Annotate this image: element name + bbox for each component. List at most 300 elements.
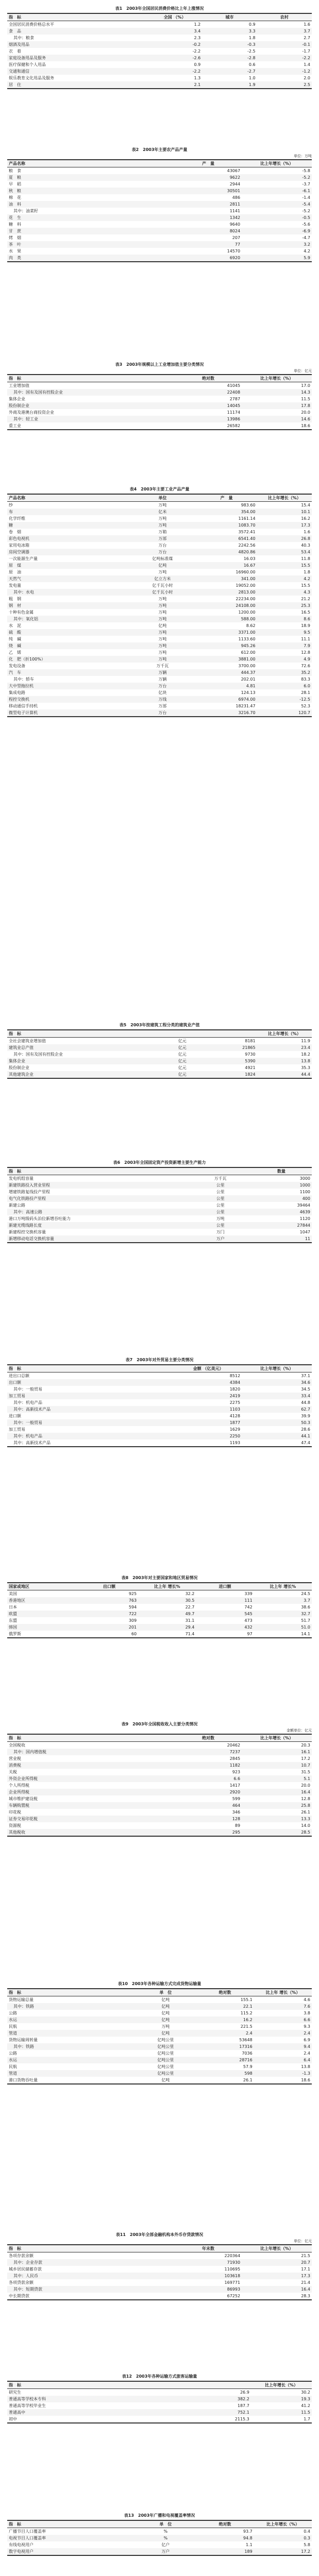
table-cell: 10.1 bbox=[257, 509, 312, 515]
table-cell: 26.1 bbox=[301, 1810, 310, 1815]
row-label: 消费税 bbox=[7, 1762, 160, 1769]
table-cell: 4639 bbox=[251, 1209, 312, 1215]
row-label: 日本 bbox=[9, 1605, 17, 1609]
table-row bbox=[7, 2548, 312, 2555]
table-cell: 4.2 bbox=[257, 575, 312, 582]
table-cell: 26.1 bbox=[243, 2078, 253, 2082]
row-label: 其中：机电产品 bbox=[13, 1400, 42, 1405]
column-header: 比上年增长（%） bbox=[254, 2520, 312, 2528]
table-row bbox=[7, 642, 312, 649]
table-title: 表10 2003年各种运输方式完成货物运输量 bbox=[117, 1981, 202, 1986]
table-cell: 亿吨 bbox=[135, 2016, 196, 2023]
column-header bbox=[190, 2381, 251, 2389]
table-title: 表6 2003年全国固定资产投资新增主要生产能力 bbox=[113, 1160, 206, 1165]
table-cell: 13986 bbox=[175, 416, 242, 422]
table-cell: 1.1 bbox=[245, 2543, 253, 2547]
table-row bbox=[7, 502, 312, 509]
row-label: 夏 粮 bbox=[7, 174, 175, 181]
table-cell-empty bbox=[160, 2286, 175, 2293]
table-cell: 189 bbox=[196, 2548, 254, 2555]
column-header: 比上年 增长% bbox=[138, 1583, 196, 1590]
table-cell: 26.8 bbox=[257, 535, 312, 542]
column-header: 指 标 bbox=[7, 1365, 160, 1372]
table-row bbox=[7, 2389, 312, 2396]
table-cell: 11.5 bbox=[251, 2409, 312, 2416]
table-cell: 945.26 bbox=[196, 642, 257, 649]
column-header: 比上年增长（%） bbox=[257, 494, 312, 502]
table-row bbox=[7, 2252, 312, 2260]
table-cell: 9622 bbox=[175, 174, 242, 181]
table-cell: 16.2 bbox=[301, 516, 310, 521]
table-cell-empty bbox=[160, 1406, 175, 1413]
table-cell: 8512 bbox=[229, 1374, 241, 1378]
table-cell: 3.8 bbox=[304, 2011, 310, 2015]
table-cell: 28.3 bbox=[301, 2294, 310, 2298]
table-row bbox=[7, 1755, 312, 1762]
table-title: 表12 2003年各种运输方式旅客运输量 bbox=[122, 2374, 197, 2379]
table-cell: 51.0 bbox=[254, 1624, 312, 1631]
row-label: 花 生 bbox=[7, 214, 175, 221]
table-cell: 2.1 bbox=[147, 81, 202, 89]
table-cell: 57.9 bbox=[243, 2064, 253, 2069]
table-cell: 亿元 bbox=[178, 1039, 187, 1043]
table-cell: 599 bbox=[232, 1797, 241, 1801]
table-cell-empty bbox=[160, 1433, 175, 1439]
column-header: 指 标 bbox=[7, 2245, 160, 2252]
row-label: 娱乐教育文化用品及服务 bbox=[9, 76, 54, 80]
table-row bbox=[7, 1379, 312, 1386]
table-row bbox=[7, 214, 312, 221]
row-label: 进出口总额 bbox=[9, 1374, 29, 1378]
table-cell: 亿千瓦小时 bbox=[152, 583, 173, 588]
row-label: 货物运输总量 bbox=[9, 1997, 33, 2002]
table-cell bbox=[160, 1749, 175, 1755]
table-cell: 22.1 bbox=[196, 2003, 254, 2010]
row-label: 普通高中 bbox=[7, 2409, 129, 2416]
row-label: 广播节目人口覆盖率 bbox=[9, 2529, 46, 2534]
column-header: 年末数 bbox=[175, 2245, 242, 2252]
table-row bbox=[7, 1235, 312, 1243]
row-label: 食 品 bbox=[7, 28, 147, 35]
row-label: 一次能源生产量 bbox=[9, 556, 38, 561]
row-label: 电气化铁路投产里程 bbox=[7, 1195, 129, 1202]
table-cell: 亿块 bbox=[158, 690, 167, 695]
table-header-row bbox=[7, 1365, 312, 1372]
table-row bbox=[7, 75, 312, 81]
table-cell: 763 bbox=[80, 1597, 138, 1604]
table-cell: -0.2 bbox=[147, 41, 202, 48]
table-row bbox=[7, 1597, 312, 1604]
column-header: 国家或地区 bbox=[7, 1583, 80, 1590]
row-label: 管道 bbox=[7, 2070, 135, 2077]
column-header bbox=[160, 2245, 175, 2252]
table-row bbox=[7, 2016, 312, 2023]
table-cell: 万千瓦 bbox=[156, 664, 169, 668]
column-header: 农村 bbox=[257, 13, 312, 21]
table-row bbox=[7, 2030, 312, 2037]
row-label: 其中：机电产品 bbox=[7, 1433, 160, 1439]
table-cell: 86993 bbox=[175, 2286, 242, 2293]
table-cell: 亿吨 bbox=[161, 2078, 170, 2082]
table-cell: 77 bbox=[175, 241, 242, 248]
table-cell: 14.0 bbox=[301, 1823, 310, 1828]
table-cell: 25.3 bbox=[257, 602, 312, 609]
data-table bbox=[7, 1988, 312, 2084]
row-label: 纯 碱 bbox=[9, 637, 21, 641]
table-cell: 5390 bbox=[205, 1058, 257, 1064]
table-row bbox=[7, 1604, 312, 1611]
table-cell-empty bbox=[129, 1222, 190, 1229]
table-row bbox=[7, 575, 312, 582]
table-cell: 23.4 bbox=[257, 1044, 312, 1051]
table-cell: 1417 bbox=[229, 1783, 241, 1788]
section-t13 bbox=[7, 2513, 312, 2556]
table-cell: -3.7 bbox=[302, 182, 310, 187]
table-row bbox=[7, 2077, 312, 2084]
table-row bbox=[7, 41, 312, 48]
table-cell: 21.5 bbox=[301, 2253, 310, 2258]
row-label: 油 料 bbox=[7, 201, 175, 208]
table-cell: -2.8 bbox=[202, 55, 257, 61]
section-t7 bbox=[7, 1358, 312, 1447]
table-row bbox=[7, 2266, 312, 2273]
table-row bbox=[7, 609, 312, 616]
table-cell: 亿米 bbox=[129, 509, 196, 515]
table-row bbox=[7, 636, 312, 642]
table-cell: 17.2 bbox=[301, 1756, 310, 1761]
table-row bbox=[7, 596, 312, 602]
table-cell: 1.4 bbox=[304, 62, 310, 67]
table-cell: 万部 bbox=[129, 535, 196, 542]
table-cell: 53648 bbox=[239, 2038, 253, 2042]
row-label: 东盟 bbox=[9, 1618, 17, 1623]
table-cell: 亿元 bbox=[160, 1071, 206, 1078]
table-row bbox=[7, 1038, 312, 1045]
table-cell: 110695 bbox=[224, 2267, 241, 2272]
column-header: 指 标 bbox=[7, 2381, 129, 2389]
table-cell: 2845 bbox=[229, 1756, 241, 1761]
table-cell: 2.7 bbox=[304, 36, 310, 40]
table-cell: 3.2 bbox=[242, 241, 312, 248]
row-label: 资源税 bbox=[9, 1823, 21, 1828]
column-header: 单位 bbox=[129, 494, 196, 502]
table-cell: 万吨 bbox=[129, 642, 196, 649]
column-header: 指 标 bbox=[7, 1734, 160, 1742]
table-header-row bbox=[7, 2381, 312, 2389]
table-cell: 72.6 bbox=[301, 664, 310, 668]
column-header: 金额 （亿美元） bbox=[175, 1365, 242, 1372]
table-cell: 6.6 bbox=[254, 2016, 312, 2023]
table-cell: 339 bbox=[244, 1591, 253, 1596]
table-row bbox=[7, 55, 312, 61]
table-cell: 124.13 bbox=[241, 690, 256, 695]
table-cell: 2242.56 bbox=[238, 543, 256, 548]
row-label: 进口额 bbox=[9, 1414, 21, 1418]
table-cell: 16.1 bbox=[242, 1749, 312, 1755]
table-cell: 6.6 bbox=[175, 1775, 242, 1782]
table-cell: 3.4 bbox=[147, 28, 202, 35]
section-t2 bbox=[7, 147, 312, 262]
table-row bbox=[7, 1175, 312, 1182]
table-cell: 亿吨公里 bbox=[157, 2038, 174, 2042]
data-table bbox=[7, 2381, 312, 2424]
table-cell: 6.4 bbox=[254, 2057, 312, 2063]
table-cell: 2944 bbox=[229, 182, 241, 187]
row-label: 民航 bbox=[9, 2064, 17, 2069]
table-title: 表8 2003年对主要国家和地区贸易情况 bbox=[121, 1575, 198, 1580]
table-cell-empty bbox=[129, 1215, 190, 1222]
row-label: 乙 烯 bbox=[9, 650, 21, 655]
table-row bbox=[7, 1809, 312, 1816]
row-label: 俄罗斯 bbox=[9, 1632, 21, 1636]
table-row bbox=[7, 582, 312, 589]
table-row bbox=[7, 1611, 312, 1617]
table-cell: 4820.86 bbox=[196, 549, 257, 555]
table-row bbox=[7, 529, 312, 535]
table-cell: 17.2 bbox=[254, 2548, 312, 2555]
row-label: 有线电视用户 bbox=[9, 2543, 33, 2547]
table-unit: 单位：亿元 bbox=[294, 369, 312, 373]
table-cell-empty bbox=[160, 1379, 175, 1386]
table-cell: 万户 bbox=[135, 2548, 196, 2555]
table-cell: 11 bbox=[251, 1235, 312, 1243]
table-row bbox=[7, 81, 312, 89]
table-cell: 万线 bbox=[129, 696, 196, 703]
table-header-row bbox=[7, 1583, 312, 1590]
table-cell: 8.6 bbox=[257, 616, 312, 622]
column-header: 绝对数 bbox=[175, 375, 242, 382]
table-cell: 220364 bbox=[224, 2253, 241, 2258]
table-cell: 1133.60 bbox=[238, 637, 256, 641]
table-cell: 12.8 bbox=[301, 650, 310, 655]
table-row bbox=[7, 2037, 312, 2043]
column-header: 进口额 bbox=[196, 1583, 254, 1590]
row-label: 各项存款余额 bbox=[9, 2253, 33, 2258]
row-label: 水运 bbox=[7, 2057, 135, 2063]
table-cell: 51.7 bbox=[301, 1618, 310, 1623]
row-label: 医疗保健和个人用品 bbox=[9, 62, 46, 67]
column-header: 数量 bbox=[251, 1167, 312, 1175]
row-label: 甘 蔗 bbox=[7, 228, 175, 234]
table-row bbox=[7, 689, 312, 696]
table-cell: 1120 bbox=[299, 1216, 310, 1221]
table-cell: 亿元 bbox=[178, 1065, 187, 1070]
table-row bbox=[7, 228, 312, 234]
row-label: 其中：氧化铝 bbox=[7, 616, 129, 622]
table-row bbox=[7, 1386, 312, 1393]
table-cell-empty bbox=[160, 2252, 175, 2260]
table-cell: 128 bbox=[175, 1816, 242, 1822]
table-cell-empty bbox=[129, 1229, 190, 1235]
table-cell: % bbox=[135, 2535, 196, 2541]
table-cell: 612.00 bbox=[241, 650, 256, 655]
row-label: 初中 bbox=[9, 2417, 17, 2421]
column-header: 指 标 bbox=[7, 1167, 129, 1175]
section-t1 bbox=[7, 6, 312, 89]
table-cell: 2.0 bbox=[304, 76, 310, 80]
table-cell: 187.7 bbox=[237, 2403, 249, 2408]
table-cell: 万吨 bbox=[161, 2024, 170, 2029]
table-row bbox=[7, 2273, 312, 2279]
column-header: 出口额 bbox=[80, 1583, 138, 1590]
column-header: 产品名称 bbox=[7, 160, 175, 167]
table-cell: 20.7 bbox=[242, 2259, 312, 2266]
table-cell: 1182 bbox=[175, 1762, 242, 1769]
table-cell: 亿吨 bbox=[129, 562, 196, 569]
row-label: 其中：国内增值税 bbox=[7, 1749, 160, 1755]
table-cell: 4.3 bbox=[257, 589, 312, 596]
row-label: 水运 bbox=[7, 2016, 135, 2023]
table-cell: -2.6 bbox=[147, 55, 202, 61]
table-row bbox=[7, 48, 312, 55]
row-label: 其他税收 bbox=[7, 1829, 160, 1836]
table-cell: 2419 bbox=[175, 1393, 242, 1399]
table-cell: 53.4 bbox=[257, 549, 312, 555]
table-cell: -6.1 bbox=[242, 188, 312, 194]
row-label: 全社会建筑业增加值 bbox=[9, 1039, 46, 1043]
table-cell: -5.2 bbox=[302, 209, 310, 213]
table-row bbox=[7, 676, 312, 683]
row-label: 新建程控交换机容量 bbox=[9, 1230, 46, 1234]
table-cell: 103618 bbox=[175, 2273, 242, 2279]
table-cell-empty bbox=[129, 2409, 190, 2416]
table-row bbox=[7, 188, 312, 194]
table-row bbox=[7, 622, 312, 629]
table-row bbox=[7, 2402, 312, 2409]
table-cell: 382.2 bbox=[190, 2396, 251, 2402]
table-cell: 52.3 bbox=[301, 704, 310, 708]
table-cell: 16.5 bbox=[301, 610, 310, 615]
table-cell: 万吨 bbox=[158, 570, 167, 574]
column-header: 全国 （%） bbox=[147, 13, 202, 21]
table-cell: 35.3 bbox=[301, 1065, 310, 1070]
column-header: 比上年增长（%） bbox=[242, 160, 312, 167]
table-title: 表2 2003年主要农产品产量 bbox=[131, 147, 188, 152]
row-label: 新建铁路投入营业里程 bbox=[7, 1182, 129, 1189]
table-cell: 亿吨 bbox=[135, 2003, 196, 2010]
table-cell: 354.00 bbox=[196, 509, 257, 515]
table-cell: 2250 bbox=[175, 1433, 242, 1439]
row-label: 其中：铁路 bbox=[7, 2003, 135, 2010]
table-cell: 16.4 bbox=[242, 1789, 312, 1795]
table-cell: 221.5 bbox=[240, 2024, 253, 2029]
table-row bbox=[7, 1590, 312, 1598]
table-cell: 亿吨公里 bbox=[135, 2070, 196, 2077]
table-cell-empty bbox=[160, 1386, 175, 1393]
table-cell: -12.5 bbox=[257, 696, 312, 703]
table-cell: 28.5 bbox=[242, 1829, 312, 1836]
table-row bbox=[7, 602, 312, 609]
data-table bbox=[7, 1029, 312, 1079]
row-label: 程控交换机 bbox=[7, 696, 129, 703]
table-cell-empty bbox=[129, 2402, 190, 2409]
table-cell: 341.00 bbox=[196, 575, 257, 582]
table-cell-empty bbox=[160, 1439, 175, 1447]
row-label: 其中：一般贸易 bbox=[7, 1419, 160, 1426]
table-cell: 0.9 bbox=[248, 22, 256, 27]
table-cell: 18.6 bbox=[301, 423, 310, 428]
row-label: 全国居民消费价格总水平 bbox=[9, 22, 54, 27]
table-row bbox=[7, 2050, 312, 2057]
table-cell: 18231.47 bbox=[236, 704, 256, 708]
table-row bbox=[7, 562, 312, 569]
table-cell: 亿吨 bbox=[161, 1997, 170, 2002]
row-label: 化 肥（折100%） bbox=[7, 656, 129, 663]
table-cell: 亿吨公里 bbox=[157, 2064, 174, 2069]
table-row bbox=[7, 1816, 312, 1822]
table-header-row bbox=[7, 1167, 312, 1175]
table-cell: 1.6 bbox=[304, 22, 310, 27]
table-row bbox=[7, 696, 312, 703]
row-label: 化学纤维 bbox=[9, 516, 25, 521]
row-label: 发电量 bbox=[9, 583, 21, 588]
table-cell: 4384 bbox=[175, 1379, 242, 1386]
row-label: 管道 bbox=[7, 2030, 135, 2037]
table-row bbox=[7, 422, 312, 430]
table-cell: 16960.00 bbox=[236, 570, 256, 574]
table-unit: 单位：亿元 bbox=[294, 2239, 312, 2243]
table-row bbox=[7, 1769, 312, 1775]
table-cell bbox=[160, 1742, 175, 1749]
table-cell: 17316 bbox=[196, 2043, 254, 2050]
table-row bbox=[7, 28, 312, 35]
row-label: 其中：高新技术产品 bbox=[7, 1406, 160, 1413]
table-cell: 722 bbox=[80, 1611, 138, 1617]
table-cell: 742 bbox=[244, 1605, 253, 1609]
table-cell: 473 bbox=[244, 1618, 253, 1623]
table-cell bbox=[160, 1782, 175, 1789]
table-cell: -5.6 bbox=[302, 222, 310, 227]
row-label: 加工贸易 bbox=[9, 1427, 25, 1432]
table-cell: -1.4 bbox=[302, 195, 310, 200]
table-cell: 1200.00 bbox=[238, 610, 256, 615]
table-cell-empty bbox=[160, 1426, 175, 1433]
table-row bbox=[7, 1789, 312, 1795]
table-cell: 20.0 bbox=[301, 410, 310, 415]
row-label: 香港地区 bbox=[7, 1597, 80, 1604]
table-row bbox=[7, 1775, 312, 1782]
table-cell: 24108.00 bbox=[196, 602, 257, 609]
table-cell: 13.8 bbox=[301, 2064, 310, 2069]
table-cell: 71.4 bbox=[185, 1632, 195, 1636]
table-row bbox=[7, 1822, 312, 1829]
row-label: 美国 bbox=[9, 1591, 17, 1596]
table-cell: 万吨 bbox=[158, 516, 167, 521]
table-cell: 亿元 bbox=[160, 1044, 206, 1051]
table-row bbox=[7, 416, 312, 422]
table-cell bbox=[160, 1789, 175, 1795]
table-cell: 62.7 bbox=[242, 1406, 312, 1413]
table-cell: 3700.00 bbox=[238, 664, 256, 668]
table-cell: 1.9 bbox=[202, 81, 257, 89]
table-row bbox=[7, 1742, 312, 1749]
row-label: 公路 bbox=[9, 2051, 17, 2056]
table-cell: 9730 bbox=[245, 1052, 256, 1057]
row-label: 彩色电视机 bbox=[7, 535, 129, 542]
table-cell: 71930 bbox=[175, 2259, 242, 2266]
row-label: 交通和通信 bbox=[7, 68, 147, 75]
column-header: 产 量 bbox=[196, 494, 257, 502]
data-table bbox=[7, 159, 312, 262]
table-cell: 1083.70 bbox=[196, 522, 257, 529]
column-header: 比上年增长（%） bbox=[257, 1030, 312, 1038]
table-row bbox=[7, 703, 312, 709]
row-label: 大中型拖拉机 bbox=[7, 683, 129, 689]
table-cell: 201 bbox=[80, 1624, 138, 1631]
table-cell: 3572.41 bbox=[238, 530, 256, 534]
table-row bbox=[7, 555, 312, 562]
section-t6 bbox=[7, 1160, 312, 1243]
